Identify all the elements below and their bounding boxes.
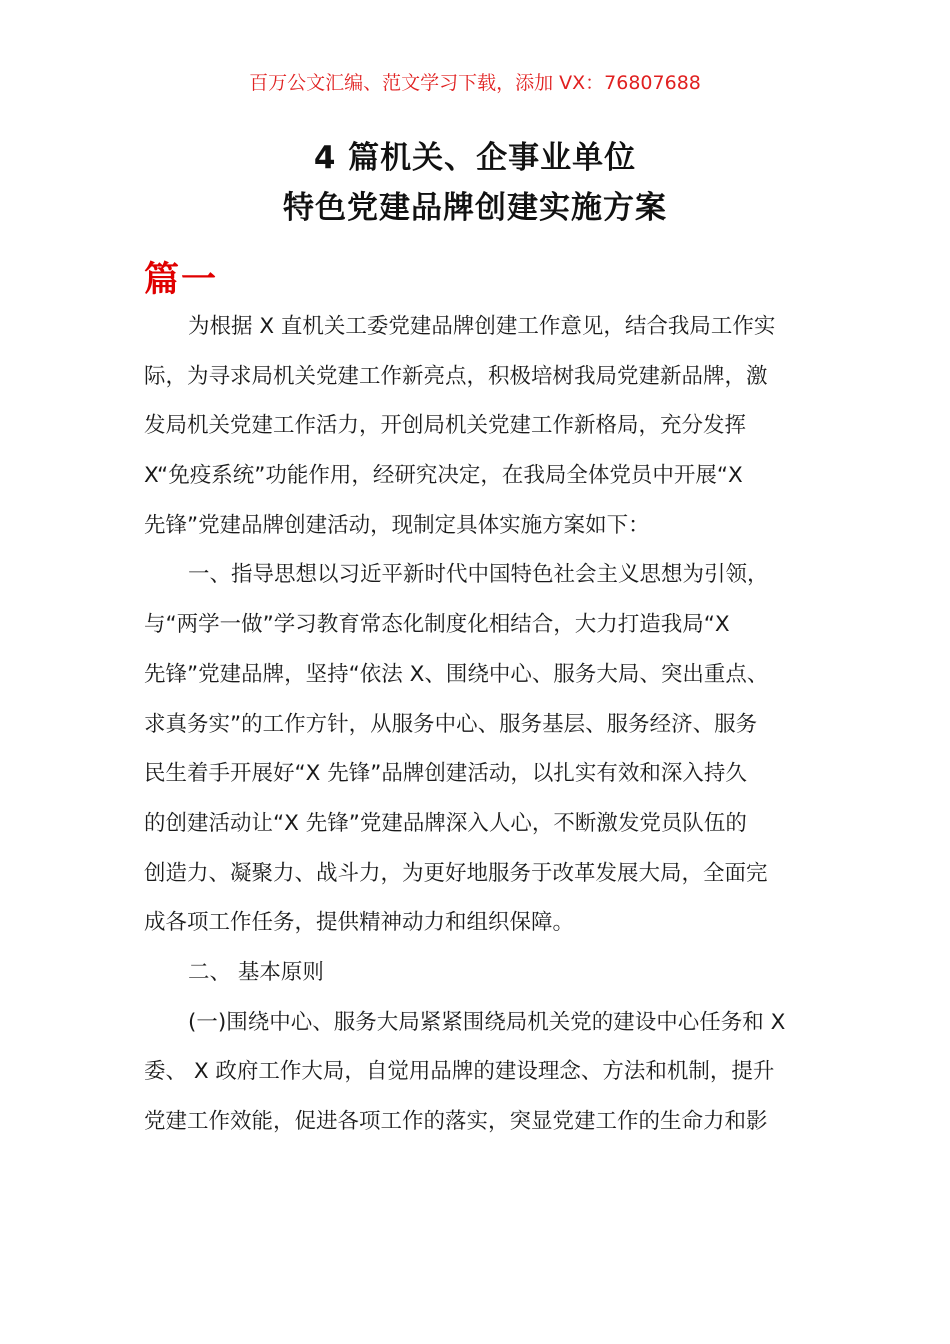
document-title-line-1: 4 篇机关、企事业单位 — [313, 140, 637, 176]
paragraph-line: 民生着手开展好“X 先锋”品牌创建活动，以扎实有效和深入持久 — [144, 761, 747, 787]
section-heading: 篇一 — [144, 260, 219, 300]
document-title-line-2: 特色党建品牌创建实施方案 — [283, 190, 667, 226]
paragraph-line: 先锋”党建品牌创建活动，现制定具体实施方案如下： — [144, 512, 650, 538]
paragraph-line: 委、 X 政府工作大局，自觉用品牌的建设理念、方法和机制，提升 — [144, 1059, 775, 1085]
body-text — [144, 302, 806, 1147]
paragraph-line: 际，为寻求局机关党建工作新亮点，积极培树我局党建新品牌，激 — [144, 363, 768, 389]
paragraph-line: 先锋”党建品牌，坚持“依法 X、围绕中心、服务大局、突出重点、 — [144, 661, 769, 687]
paragraph-line: 发局机关党建工作活力，开创局机关党建工作新格局，充分发挥 — [144, 413, 747, 439]
paragraph-line: 党建工作效能，促进各项工作的落实，突显党建工作的生命力和影 — [144, 1109, 768, 1134]
section-subheading: 二、 基本原则 — [188, 959, 324, 985]
watermark-banner: 百万公文汇编、范文学习下载，添加 VX：76807688 — [249, 72, 701, 94]
paragraph-line: 的创建活动让“X 先锋”党建品牌深入人心，不断激发党员队伍的 — [144, 810, 747, 836]
paragraph-line: 创造力、凝聚力、战斗力，为更好地服务于改革发展大局，全面完 — [144, 860, 768, 886]
paragraph-line: 求真务实”的工作方针，从服务中心、服务基层、服务经济、服务 — [144, 711, 758, 737]
paragraph-line: 成各项工作任务，提供精神动力和组织保障。 — [144, 910, 575, 936]
paragraph-line: 与“两学一做”学习教育常态化制度化相结合，大力打造我局“X — [144, 612, 730, 638]
paragraph-line: 一、指导思想以习近平新时代中国特色社会主义思想为引领， — [188, 562, 769, 588]
paragraph-line: X“免疫系统”功能作用，经研究决定，在我局全体党员中开展“X — [144, 463, 743, 489]
paragraph-line: 为根据 X 直机关工委党建品牌创建工作意见，结合我局工作实 — [188, 314, 776, 339]
paragraph-line: (一)围绕中心、服务大局紧紧围绕局机关党的建设中心任务和 X — [188, 1009, 786, 1035]
